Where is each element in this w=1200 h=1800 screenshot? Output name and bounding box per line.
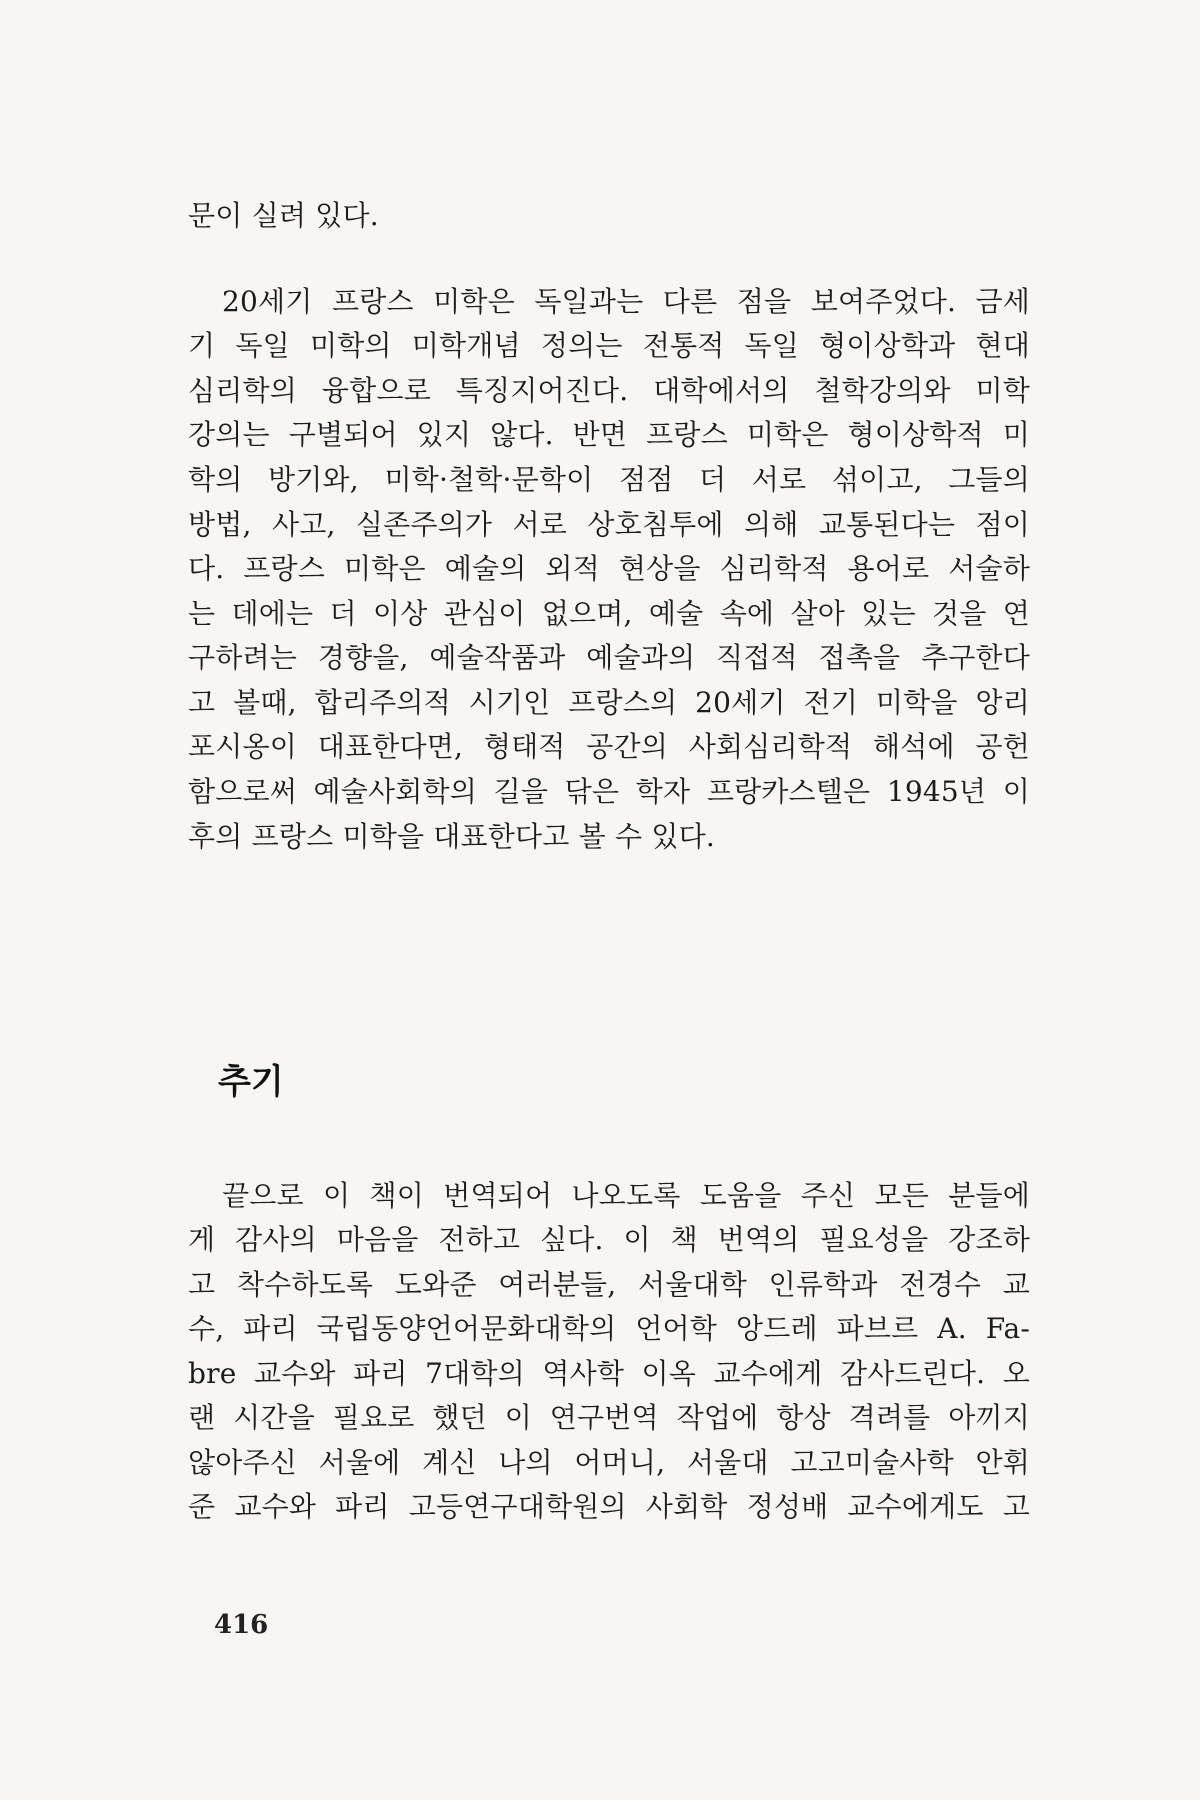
text-line: 고 볼때, 합리주의적 시기인 프랑스의 20세기 전기 미학을 앙리 [188,686,1030,719]
text-line: 기 독일 미학의 미학개념 정의는 전통적 독일 형이상학과 현대 [188,329,1030,362]
text-line: 학의 방기와, 미학·철학·문학이 점점 더 서로 섞이고, 그들의 [188,463,1030,496]
text-line: 구하려는 경향을, 예술작품과 예술과의 직접적 접촉을 추구한다 [188,641,1030,674]
page-number: 416 [214,1610,269,1640]
text-line: bre 교수와 파리 7대학의 역사학 이옥 교수에게 감사드린다. 오 [188,1357,1030,1390]
text-line: 수, 파리 국립동양언어문화대학의 언어학 앙드레 파브르 A. Fa- [188,1312,1030,1345]
text-line: 준 교수와 파리 고등연구대학원의 사회학 정성배 교수에게도 고 [188,1490,1030,1523]
text-line: 후의 프랑스 미학을 대표한다고 볼 수 있다. [188,820,715,853]
text-line: 포시옹이 대표한다면, 형태적 공간의 사회심리학적 해석에 공헌 [188,730,1030,763]
text-line: 는 데에는 더 이상 관심이 없으며, 예술 속에 살아 있는 것을 연 [188,597,1030,630]
text-line: 20세기 프랑스 미학은 독일과는 다른 점을 보여주었다. 금세 [222,285,1030,318]
text-line: 심리학의 융합으로 특징지어진다. 대학에서의 철학강의와 미학 [188,374,1030,407]
text-line: 함으로써 예술사회학의 길을 닦은 학자 프랑카스텔은 1945년 이 [188,775,1030,808]
text-line: 끝으로 이 책이 번역되어 나오도록 도움을 주신 모든 분들에 [222,1179,1030,1212]
text-line: 방법, 사고, 실존주의가 서로 상호침투에 의해 교통된다는 점이 [188,508,1030,541]
section-heading: 추기 [218,1062,284,1102]
text-line: 강의는 구별되어 있지 않다. 반면 프랑스 미학은 형이상학적 미 [188,418,1030,451]
text-line: 게 감사의 마음을 전하고 싶다. 이 책 번역의 필요성을 강조하 [188,1223,1030,1256]
text-line: 고 착수하도록 도와준 여러분들, 서울대학 인류학과 전경수 교 [188,1268,1030,1301]
text-line: 문이 실려 있다. [188,199,379,232]
text-line: 랜 시간을 필요로 했던 이 연구번역 작업에 항상 격려를 아끼지 [188,1401,1030,1434]
text-line: 않아주신 서울에 계신 나의 어머니, 서울대 고고미술사학 안휘 [188,1446,1030,1479]
text-line: 다. 프랑스 미학은 예술의 외적 현상을 심리학적 용어로 서술하 [188,552,1030,585]
